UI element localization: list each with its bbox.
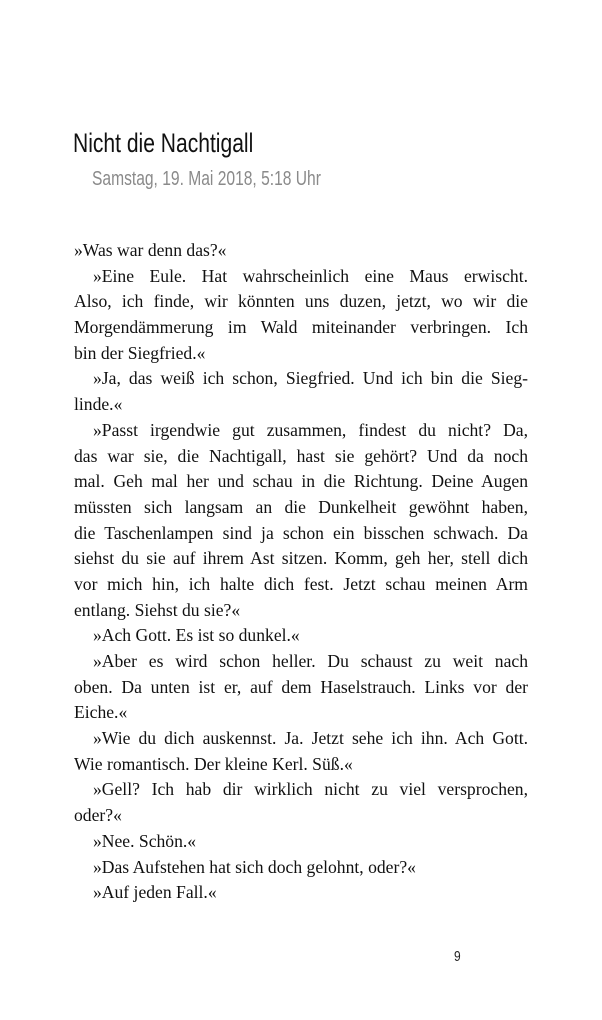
text-line: »Gell? Ich hab dir wirklich nicht zu viel versprochen,: [93, 779, 528, 800]
text-line: bin der Siegfried.«: [74, 342, 206, 363]
text-line: siehst du sie auf ihrem Ast sitzen. Komm, geh her, stell dich: [74, 548, 528, 569]
text-line: »Auf jeden Fall.«: [93, 882, 217, 903]
paragraph: [74, 855, 528, 881]
text-line: die Taschenlampen sind ja schon ein bisschen schwach. Da: [74, 522, 528, 543]
text-line: »Ach Gott. Es ist so dunkel.«: [93, 625, 300, 646]
text-line: Eiche.«: [74, 702, 128, 723]
paragraph: [74, 623, 528, 649]
text-line: »Passt irgendwie gut zusammen, findest du nicht? Da,: [93, 419, 528, 440]
text-line: »Wie du dich auskennst. Ja. Jetzt sehe ich ihn. Ach Gott.: [93, 728, 528, 749]
text-line: Also, ich finde, wir könnten uns duzen, jetzt, wo wir die: [74, 291, 528, 312]
page-number: 9: [454, 948, 461, 965]
text-line: linde.«: [74, 394, 123, 415]
paragraph: [74, 880, 528, 906]
body-text: [74, 238, 528, 906]
text-line: »Nee. Schön.«: [93, 830, 197, 851]
paragraph: [74, 777, 528, 828]
text-line: »Eine Eule. Hat wahrscheinlich eine Maus erwischt.: [93, 265, 528, 286]
paragraph: [74, 649, 528, 726]
paragraph: [74, 726, 528, 777]
text-line: »Aber es wird schon heller. Du schaust zu weit nach: [93, 651, 528, 671]
text-line: »Was war denn das?«: [74, 240, 227, 260]
text-line: »Ja, das weiß ich schon, Siegfried. Und ich bin die Sieg-: [93, 368, 528, 389]
text-line: entlang. Siehst du sie?«: [74, 599, 241, 620]
paragraph: [74, 829, 528, 855]
text-line: Wie romantisch. Der kleine Kerl. Süß.«: [74, 753, 353, 774]
chapter-title: Nicht die Nachtigall: [73, 128, 254, 158]
paragraph: [74, 366, 528, 417]
text-line: mal. Geh mal her und schau in die Richtung. Deine Augen: [74, 471, 528, 492]
chapter-subtitle: Samstag, 19. Mai 2018, 5:18 Uhr: [92, 168, 321, 190]
text-line: »Das Aufstehen hat sich doch gelohnt, oder?«: [93, 856, 416, 877]
paragraph: [74, 238, 528, 264]
text-line: müssten sich langsam an die Dunkelheit gewöhnt haben,: [74, 496, 528, 517]
text-line: das war sie, die Nachtigall, hast sie gehört? Und da noch: [74, 445, 528, 466]
text-line: Morgendämmerung im Wald miteinander verbringen. Ich: [74, 317, 528, 338]
text-line: vor mich hin, ich halte dich fest. Jetzt schau meinen Arm: [74, 573, 528, 594]
text-line: oder?«: [74, 805, 122, 826]
paragraph: [74, 264, 528, 367]
paragraph: [74, 418, 528, 624]
text-line: oben. Da unten ist er, auf dem Haselstrauch. Links vor der: [74, 676, 528, 697]
